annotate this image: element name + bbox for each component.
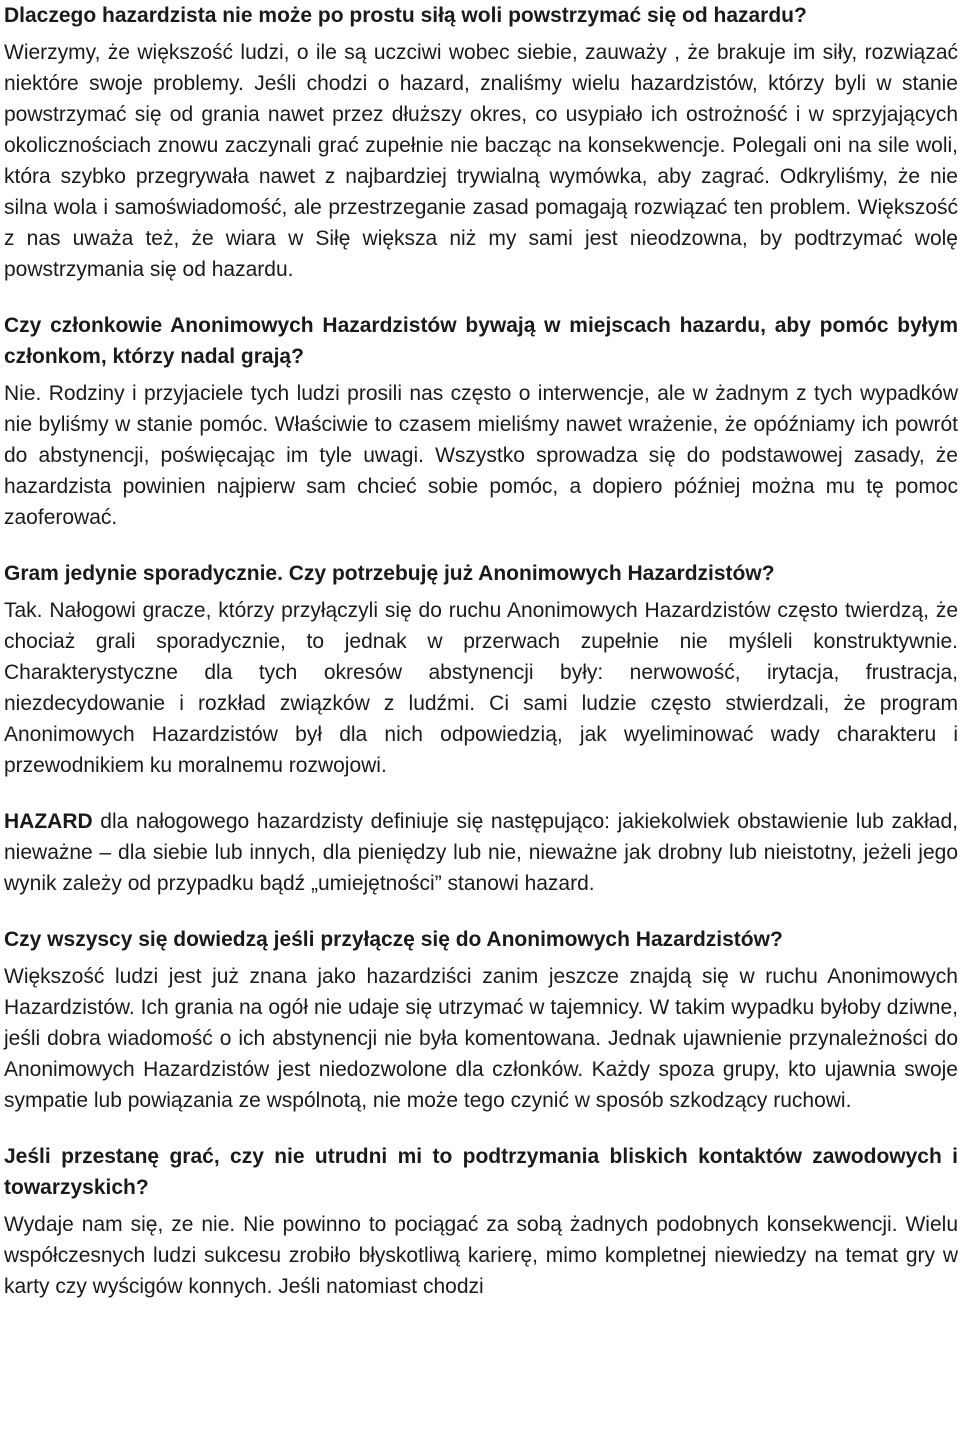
faq-section-gambling-places — [4, 310, 958, 533]
answer-paragraph: Większość ludzi jest już znana jako hazardziści zanim jeszcze znajdą się w ruchu Anonimowych Hazardzistów. Ich grania na ogół nie udaje się utrzymać w tajemnicy. W takim wypadku byłoby dziwne, jeśli dobra wiadomość o ich abstynencji nie była komentowana. Jednak ujawnienie przynależności do Anonimowych Hazardzistów jest niedozwolone dla członków. Każdy spoza grupy, kto ujawnia swoje sympatie lub powiązania ze wspólnotą, nie może tego czynić w sposób szkodzący ruchowi. — [4, 965, 958, 1112]
faq-section-anonymity — [4, 924, 958, 1116]
document-page — [4, 0, 958, 1302]
definition-text: dla nałogowego hazardzisty definiuje się następująco: jakiekolwiek obstawienie lub zakład, nieważne – dla siebie lub innych, dla pieniędzy lub nie, nieważne jak drobny lub nieistotny, jeżeli jego wynik zależy od przypadku bądź „umiejętności” stanowi hazard. — [4, 810, 958, 895]
answer-paragraph: Tak. Nałogowi gracze, którzy przyłączyli się do ruchu Anonimowych Hazardzistów często twierdzą, że chociaż grali sporadycznie, to jednak w przerwach zupełnie nie myśleli konstruktywnie. Charakterystyczne dla tych okresów abstynencji były: nerwowość, irytacja, frustracja, niezdecydowanie i rozkład związków z ludźmi. Ci sami ludzie często stwierdzali, że program Anonimowych Hazardzistów był dla nich odpowiedzią, jak wyeliminować wady charakteru i przewodnikiem ku moralnemu rozwojowi. — [4, 599, 958, 777]
hazard-definition — [4, 806, 958, 899]
faq-section-willpower — [4, 0, 958, 285]
faq-section-sporadic — [4, 558, 958, 781]
answer-paragraph: Wierzymy, że większość ludzi, o ile są uczciwi wobec siebie, zauważy , że brakuje im siły, rozwiązać niektóre swoje problemy. Jeśli chodzi o hazard, znaliśmy wielu hazardzistów, którzy byli w stanie powstrzymać się od grania nawet przez dłuższy okres, co usypiało ich ostrożność i w sprzyjających okolicznościach znowu zaczynali grać zupełnie nie bacząc na konsekwencje. Polegali oni na sile woli, która szybko przegrywała nawet z najbardziej trywialną wymówka, aby zagrać. Odkryliśmy, że nie silna wola i samoświadomość, ale przestrzeganie zasad pomagają rozwiązać ten problem. Większość z nas uważa też, że wiara w Siłę większa niż my sami jest nieodzowna, by podtrzymać wolę powstrzymania się od hazardu. — [4, 41, 958, 281]
answer-paragraph: Wydaje nam się, ze nie. Nie powinno to pociągać za sobą żadnych podobnych konsekwencji. Wielu współczesnych ludzi sukcesu zrobiło błyskotliwą karierę, mimo kompletnej niewiedzy na temat gry w karty czy wyścigów konnych. Jeśli natomiast chodzi — [4, 1213, 958, 1298]
question-heading: Dlaczego hazardzista nie może po prostu siłą woli powstrzymać się od hazardu? — [4, 4, 807, 27]
question-heading: Czy członkowie Anonimowych Hazardzistów bywają w miejscach hazardu, aby pomóc byłym członkom, którzy nadal grają? — [4, 314, 958, 368]
answer-paragraph: Nie. Rodziny i przyjaciele tych ludzi prosili nas często o interwencje, ale w żadnym z tych wypadków nie byliśmy w stanie pomóc. Właściwie to czasem mieliśmy nawet wrażenie, że opóźniamy ich powrót do abstynencji, poświęcając im tyle uwagi. Wszystko sprowadza się do podstawowej zasady, że hazardzista powinien najpierw sam chcieć sobie pomóc, a dopiero później można mu tę pomoc zaoferować. — [4, 382, 958, 529]
question-heading: Gram jedynie sporadycznie. Czy potrzebuję już Anonimowych Hazardzistów? — [4, 562, 775, 585]
question-heading: Jeśli przestanę grać, czy nie utrudni mi to podtrzymania bliskich kontaktów zawodowych i towarzyskich? — [4, 1145, 958, 1199]
definition-paragraph — [4, 806, 958, 899]
definition-keyword: HAZARD — [4, 810, 93, 833]
question-heading: Czy wszyscy się dowiedzą jeśli przyłączę się do Anonimowych Hazardzistów? — [4, 928, 783, 951]
faq-section-contacts — [4, 1141, 958, 1302]
